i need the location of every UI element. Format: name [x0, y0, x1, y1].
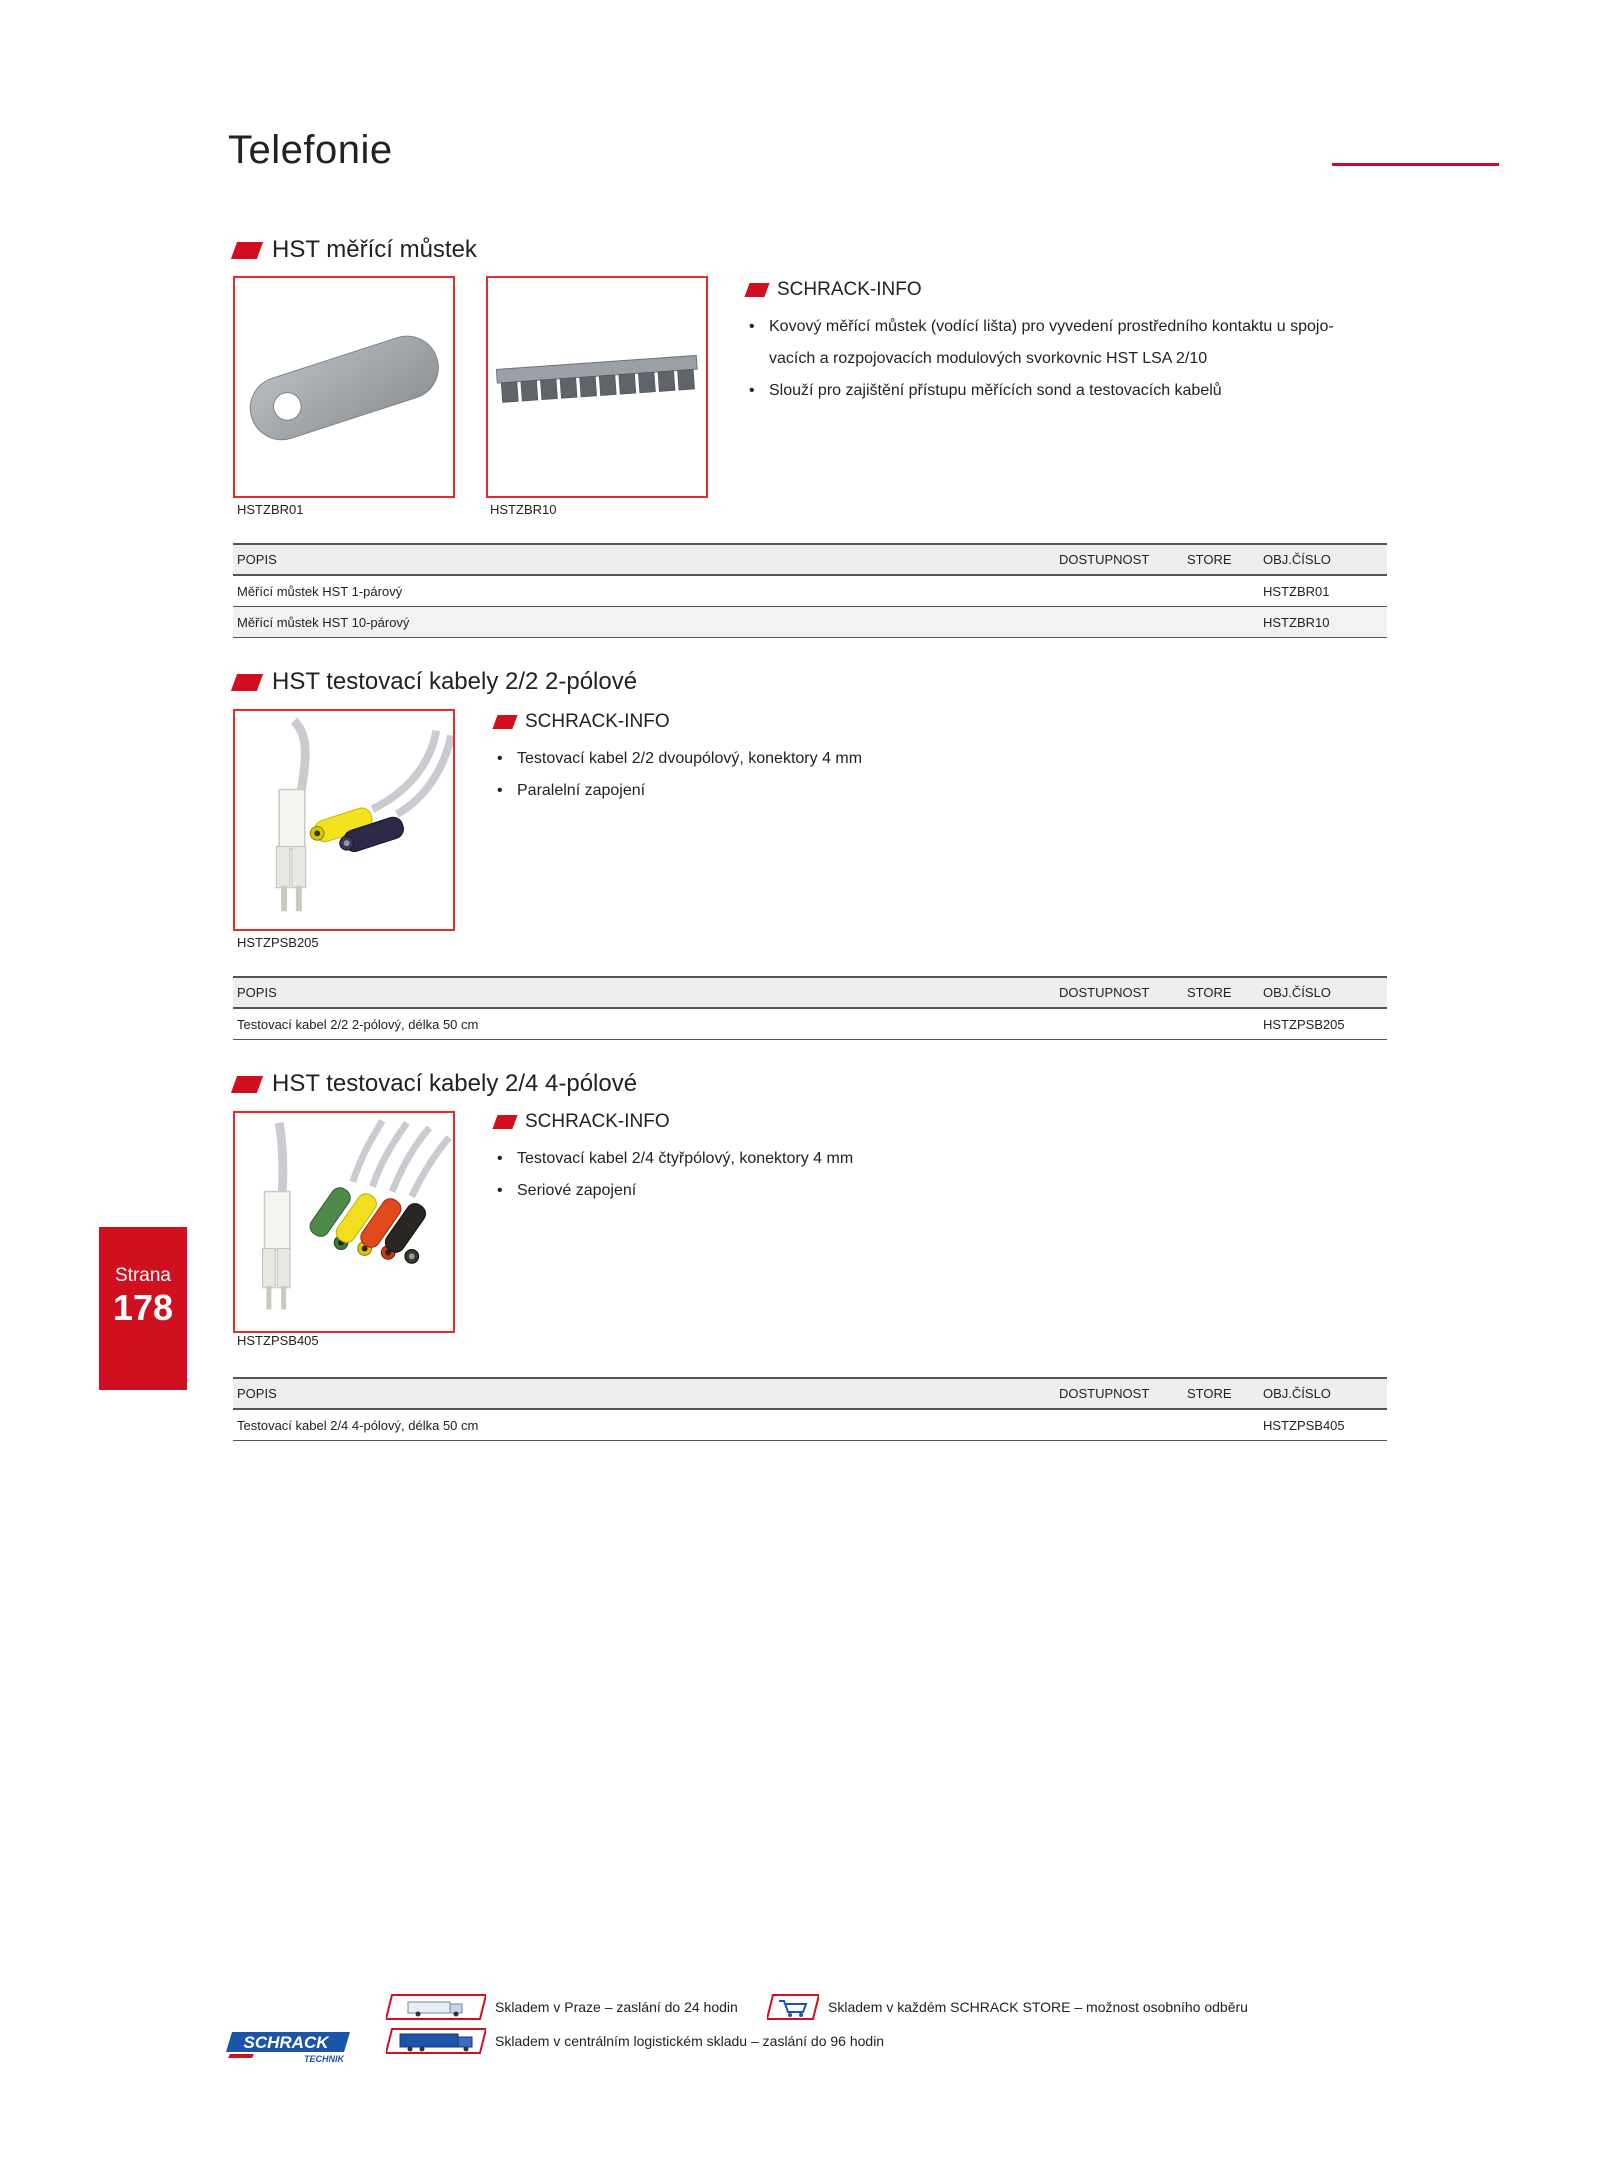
table-header: POPIS DOSTUPNOST STORE OBJ.ČÍSLO — [233, 976, 1387, 1009]
image-caption: HSTZBR10 — [490, 502, 557, 517]
table-header: POPIS DOSTUPNOST STORE OBJ.ČÍSLO — [233, 543, 1387, 576]
section-title-mustek — [230, 236, 477, 264]
section-title-text: HST testovací kabely 2/4 4-pólové — [272, 1070, 638, 1097]
table-row: Testovací kabel 2/2 2-pólový, délka 50 cm HSTZPSB205 — [233, 1009, 1387, 1040]
image-caption: HSTZBR01 — [237, 502, 304, 517]
product-image-hstzbr01 — [233, 276, 455, 498]
page-number: 178 — [112, 1287, 174, 1328]
info-bullet: • Testovací kabel 2/4 čtyřpólový, konektory 4 mm — [491, 1143, 853, 1175]
info-heading: SCHRACK-INFO — [491, 1111, 853, 1133]
legend-text: Skladem v každém SCHRACK STORE – možnost osobního odběru — [828, 1999, 1248, 2015]
info-bullet: • Seriové zapojení — [491, 1175, 853, 1207]
product-table-kabely-2-4 — [233, 1377, 1387, 1441]
product-table-kabely-2-2 — [233, 976, 1387, 1040]
comb-strip-icon — [488, 278, 706, 496]
product-table-mustek — [233, 543, 1387, 638]
section-title-text: HST testovací kabely 2/2 2-pólové — [272, 668, 638, 695]
info-bullet: • Paralelní zapojení — [491, 775, 862, 807]
table-header: POPIS DOSTUPNOST STORE OBJ.ČÍSLO — [233, 1377, 1387, 1410]
product-image-hstzbr10 — [486, 276, 708, 498]
test-cable-2pole-icon — [235, 711, 453, 929]
image-caption: HSTZPSB405 — [237, 1333, 319, 1348]
table-row: Testovací kabel 2/4 4-pólový, délka 50 cm HSTZPSB405 — [233, 1410, 1387, 1441]
info-bullet: • Testovací kabel 2/2 dvoupólový, konektory 4 mm — [491, 743, 862, 775]
legend-item-central — [386, 2028, 884, 2054]
red-flag-icon — [231, 674, 263, 691]
schrack-info-mustek — [743, 279, 1334, 407]
schrack-logo — [226, 2030, 350, 2064]
page-number-tab — [99, 1227, 187, 1390]
legend-item-praha — [386, 1994, 738, 2020]
image-caption: HSTZPSB205 — [237, 935, 319, 950]
shopping-cart-icon — [767, 1994, 819, 2020]
schrack-info-kabely-2-2 — [491, 711, 862, 807]
table-row: Měřící můstek HST 1-párový HSTZBR01 — [233, 576, 1387, 607]
svg-text:TECHNIK: TECHNIK — [304, 2054, 344, 2064]
legend-text: Skladem v centrálním logistickém skladu – zaslání do 96 hodin — [495, 2033, 885, 2049]
legend-item-store — [767, 1994, 1248, 2020]
info-bullet: • Kovový měřící můstek (vodící lišta) pro vyvedení prostředního kontaktu u spojo- vacích a rozpojovacích modulových svorkovnic HST LSA 2/10 — [743, 311, 1334, 375]
page-title: Telefonie — [228, 128, 393, 172]
red-flag-icon — [492, 1115, 517, 1129]
section-title-kabely-2-4 — [230, 1070, 637, 1098]
info-heading: SCHRACK-INFO — [743, 279, 1334, 301]
red-flag-icon — [231, 1076, 263, 1093]
product-image-hstzpsb205 — [233, 709, 455, 931]
legend-text: Skladem v Praze – zaslání do 24 hodin — [495, 1999, 738, 2015]
red-flag-icon — [492, 715, 517, 729]
title-rule — [1332, 163, 1499, 166]
info-bullet: • Slouží pro zajištění přístupu měřících sond a testovacích kabelů — [743, 375, 1334, 407]
section-title-text: HST měřící můstek — [272, 236, 477, 263]
red-flag-icon — [744, 283, 769, 297]
section-title-kabely-2-2 — [230, 668, 637, 696]
info-heading: SCHRACK-INFO — [491, 711, 862, 733]
test-cable-4pole-icon — [235, 1113, 453, 1331]
truck-large-icon — [386, 2028, 486, 2054]
schrack-info-kabely-2-4 — [491, 1111, 853, 1207]
svg-text:SCHRACK: SCHRACK — [243, 2033, 329, 2052]
red-flag-icon — [231, 242, 263, 259]
truck-small-icon — [386, 1994, 486, 2020]
product-image-hstzpsb405 — [233, 1111, 455, 1333]
table-row: Měřící můstek HST 10-párový HSTZBR10 — [233, 607, 1387, 638]
metal-plate-icon — [235, 278, 453, 496]
page-number-label: Strana — [115, 1265, 171, 1286]
